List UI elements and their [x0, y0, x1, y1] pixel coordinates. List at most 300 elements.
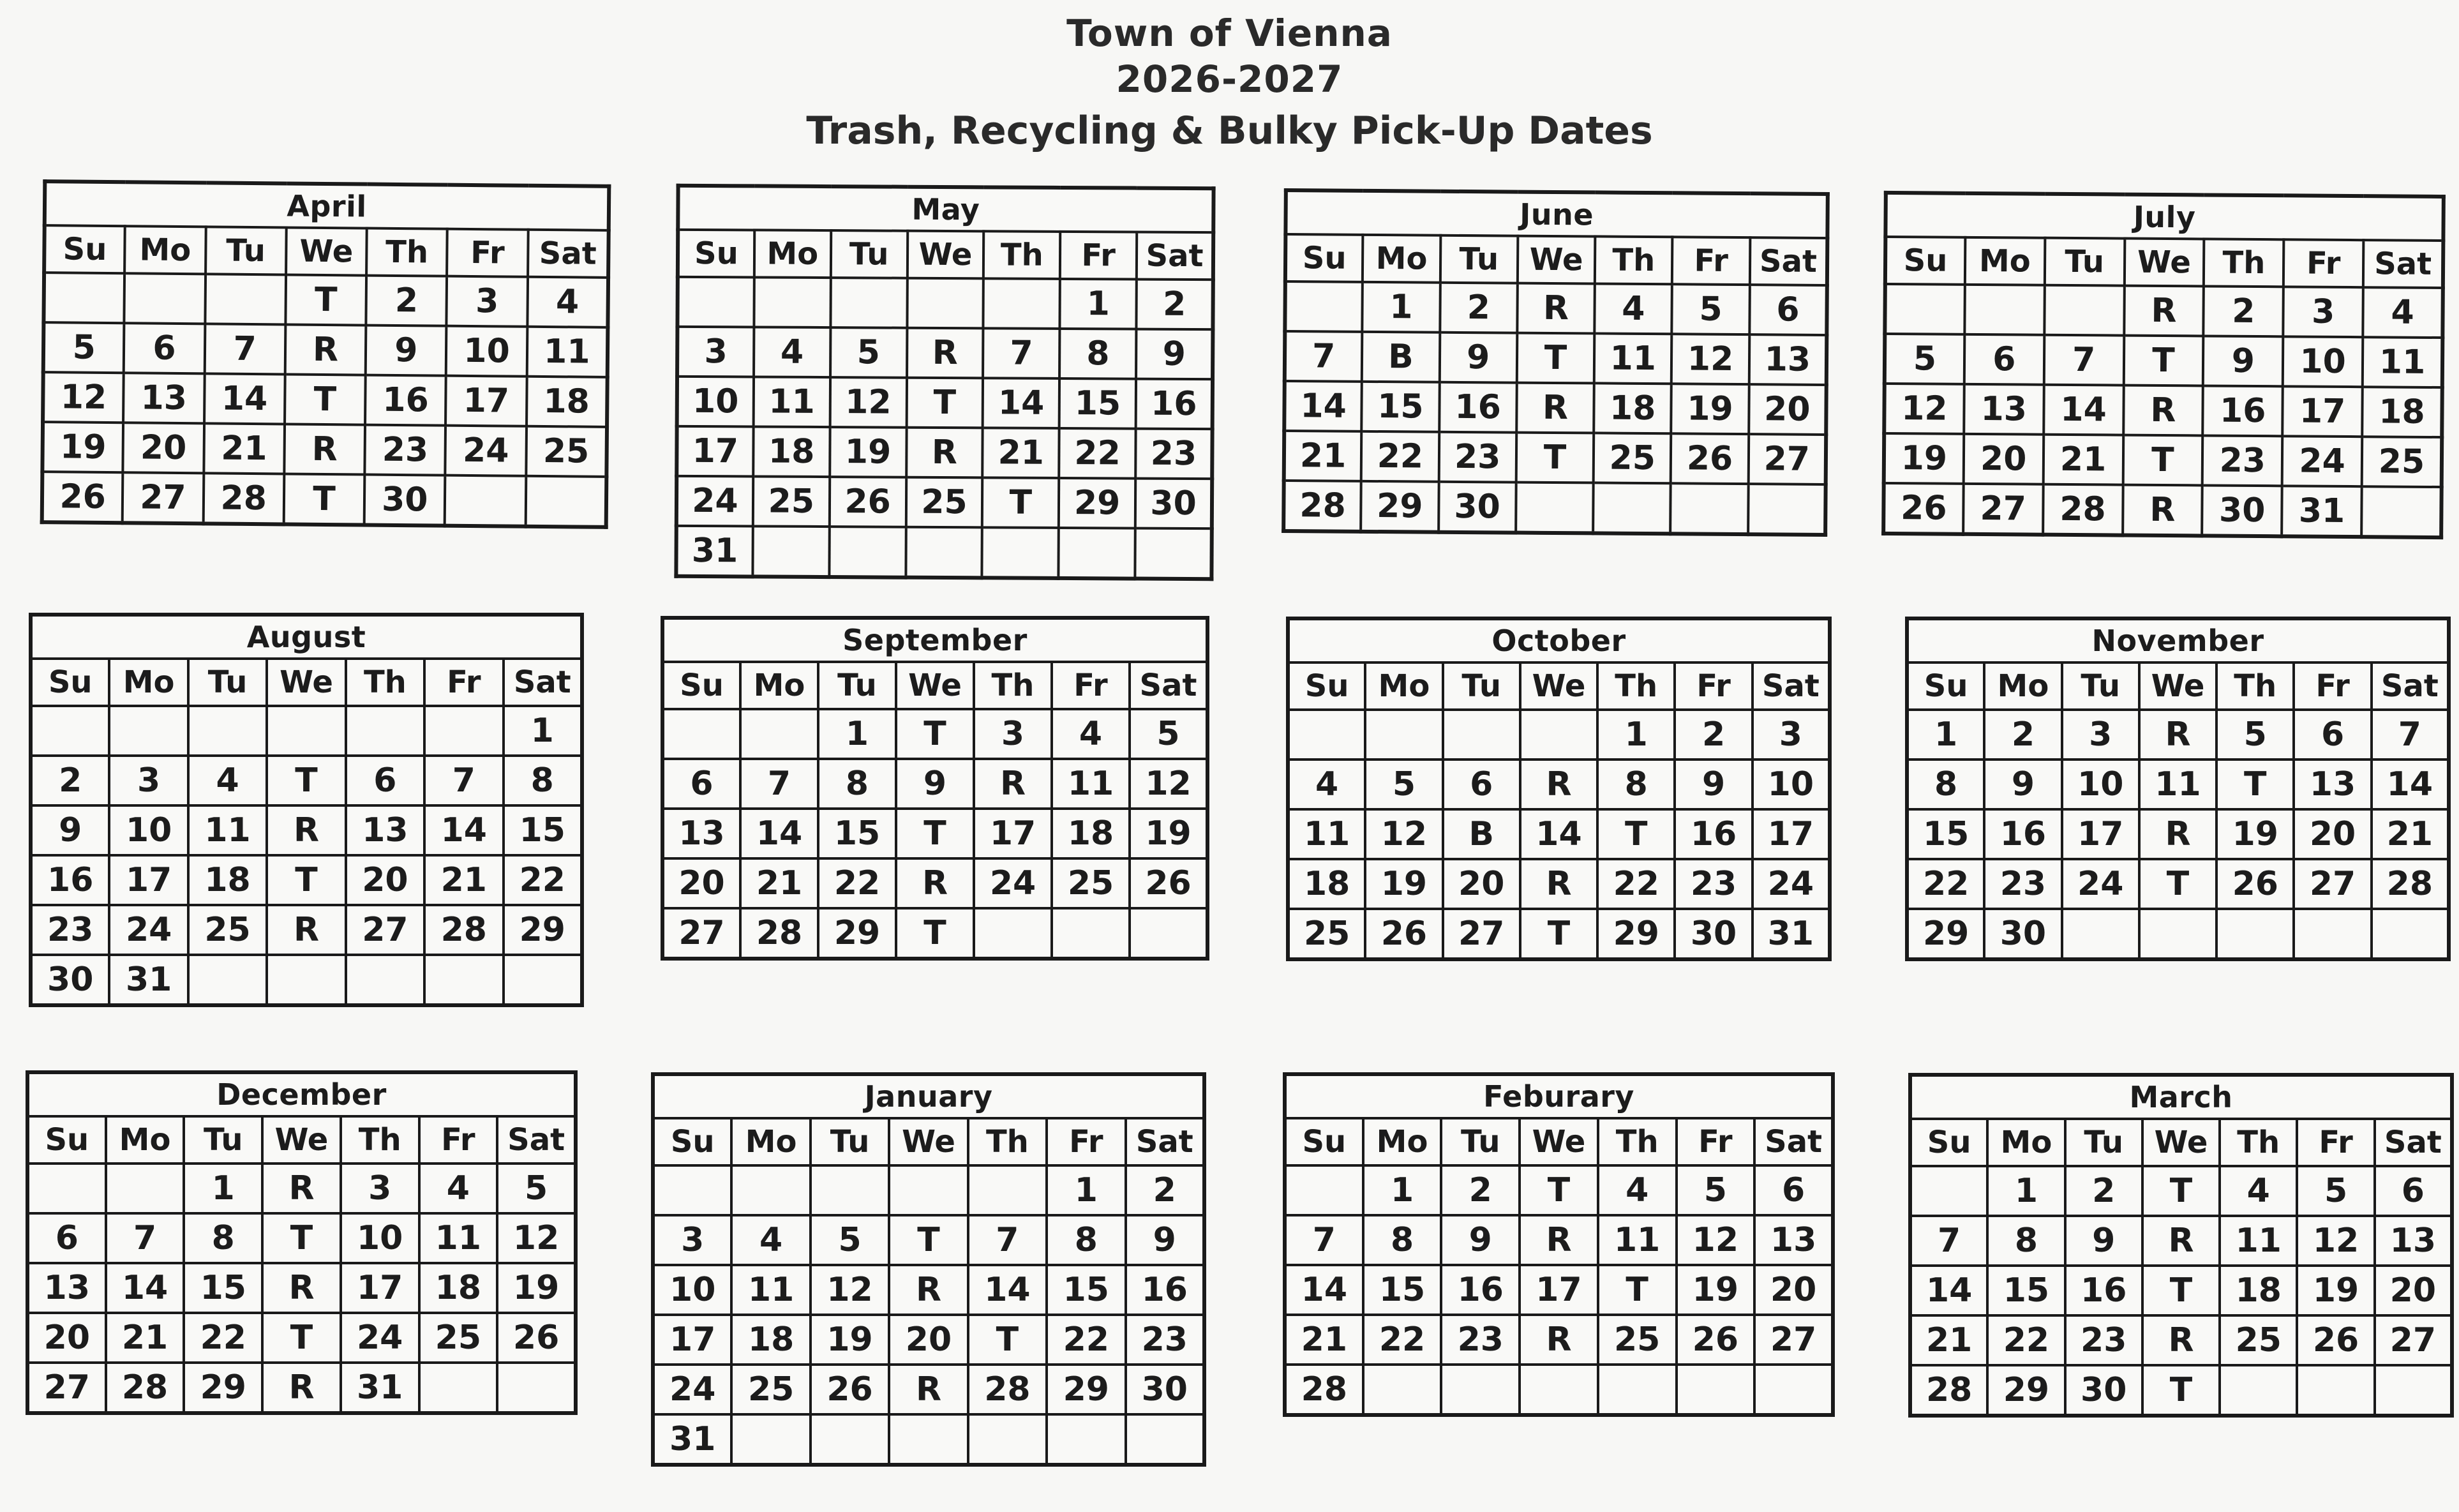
- day-cell: 19: [1130, 809, 1207, 858]
- day-cell: T: [2142, 1166, 2220, 1216]
- day-cell: 15: [818, 809, 896, 858]
- day-cell: [752, 526, 829, 577]
- day-cell: 12: [2297, 1216, 2374, 1266]
- week-row: [1910, 1216, 2452, 1266]
- weekday-header: Su: [678, 230, 754, 278]
- month-calendar-july: [1881, 191, 2446, 539]
- weekday-header: Tu: [1440, 236, 1518, 283]
- day-cell: 25: [753, 476, 830, 527]
- weekday-header: Fr: [1677, 1118, 1755, 1165]
- day-cell: [2297, 1365, 2374, 1416]
- day-cell: [653, 1165, 731, 1215]
- day-cell: 24: [1753, 859, 1830, 909]
- week-row: [662, 908, 1207, 959]
- day-cell: 7: [983, 328, 1059, 378]
- day-cell: 31: [1753, 909, 1830, 959]
- day-cell: 29: [504, 905, 582, 955]
- day-cell: 6: [1443, 760, 1520, 809]
- day-cell: 26: [497, 1313, 576, 1363]
- day-cell: [2372, 909, 2449, 959]
- day-cell: 3: [2283, 287, 2363, 337]
- day-cell: 19: [42, 422, 123, 472]
- day-cell: 17: [1520, 1265, 1598, 1315]
- weekday-header: Mo: [124, 226, 206, 274]
- day-cell: 16: [365, 375, 446, 426]
- month-calendar-october: [1286, 617, 1832, 961]
- day-cell: 1: [1060, 279, 1137, 329]
- day-cell: 29: [1047, 1365, 1125, 1414]
- day-cell: 27: [1443, 909, 1520, 959]
- day-cell: 17: [2062, 809, 2139, 859]
- day-cell: 19: [1884, 433, 1964, 484]
- weekday-header: Tu: [2045, 238, 2125, 286]
- day-cell: 11: [753, 377, 830, 427]
- day-cell: R: [2142, 1315, 2220, 1365]
- day-cell: 27: [27, 1363, 106, 1413]
- weekday-header: Mo: [1363, 1118, 1442, 1165]
- day-cell: T: [896, 709, 974, 759]
- day-cell: 6: [1749, 285, 1827, 335]
- day-cell: 13: [662, 809, 740, 858]
- week-row: [1910, 1166, 2452, 1216]
- day-cell: 11: [419, 1213, 498, 1263]
- month-name: January: [653, 1074, 1204, 1118]
- weekday-header: Th: [2220, 1119, 2297, 1166]
- day-cell: [968, 1165, 1047, 1215]
- day-cell: 23: [364, 425, 445, 475]
- day-cell: [1516, 483, 1594, 534]
- day-cell: 28: [424, 905, 503, 955]
- day-cell: [983, 278, 1060, 329]
- month-calendar-november: [1905, 617, 2451, 961]
- day-cell: 11: [2139, 760, 2216, 809]
- day-cell: 5: [2216, 710, 2294, 760]
- day-cell: [109, 706, 188, 756]
- day-cell: 7: [740, 759, 818, 809]
- day-cell: [1288, 710, 1365, 760]
- weekday-header: Mo: [740, 662, 818, 709]
- day-cell: R: [889, 1265, 968, 1315]
- week-row: [1285, 1265, 1833, 1315]
- day-cell: T: [2142, 1266, 2220, 1315]
- day-cell: 25: [731, 1365, 810, 1414]
- week-row: [1285, 331, 1827, 385]
- weekday-header: Su: [27, 1116, 106, 1164]
- day-cell: 22: [1987, 1315, 2065, 1365]
- week-row: [31, 855, 582, 905]
- day-cell: 15: [504, 805, 582, 855]
- day-cell: T: [889, 1215, 968, 1265]
- day-cell: 4: [2220, 1166, 2297, 1216]
- day-cell: 12: [1671, 334, 1749, 384]
- month-name: March: [1910, 1075, 2452, 1119]
- day-cell: 14: [983, 378, 1059, 428]
- weekday-header: Mo: [1965, 237, 2045, 285]
- day-cell: 5: [1130, 709, 1207, 759]
- day-cell: 4: [1288, 760, 1365, 809]
- weekday-header: Sat: [2375, 1119, 2452, 1166]
- weekday-header: Su: [662, 662, 740, 709]
- day-cell: 25: [419, 1313, 498, 1363]
- weekday-header: Tu: [1443, 662, 1520, 710]
- day-cell: 22: [1361, 431, 1439, 482]
- weekday-header: Th: [968, 1118, 1047, 1165]
- day-cell: 21: [1910, 1315, 1987, 1365]
- day-cell: 22: [1597, 859, 1675, 909]
- day-cell: 9: [1441, 1215, 1520, 1265]
- day-cell: 7: [106, 1213, 184, 1263]
- day-cell: R: [906, 428, 983, 478]
- day-cell: T: [2139, 859, 2216, 909]
- day-cell: [731, 1165, 810, 1215]
- day-cell: 6: [1964, 334, 2044, 385]
- day-cell: [2139, 909, 2216, 959]
- day-cell: [1671, 483, 1749, 534]
- week-row: [31, 706, 582, 756]
- day-cell: T: [284, 474, 365, 525]
- day-cell: R: [907, 328, 983, 378]
- day-cell: 6: [662, 759, 740, 809]
- week-row: [676, 526, 1211, 579]
- week-row: [31, 805, 582, 855]
- day-cell: 5: [1677, 1165, 1755, 1215]
- month-calendar-may: [674, 184, 1215, 581]
- day-cell: 28: [1910, 1365, 1987, 1416]
- week-row: [1285, 281, 1827, 335]
- day-cell: 9: [1439, 333, 1517, 383]
- day-cell: [731, 1414, 810, 1465]
- day-cell: [1285, 1165, 1363, 1215]
- day-cell: 25: [906, 477, 982, 528]
- day-cell: 23: [1675, 859, 1752, 909]
- day-cell: 26: [1677, 1315, 1755, 1365]
- month-name: June: [1285, 190, 1827, 238]
- day-cell: 16: [1441, 1265, 1520, 1315]
- day-cell: 9: [2203, 336, 2283, 386]
- week-row: [1288, 809, 1830, 859]
- day-cell: [889, 1414, 968, 1465]
- day-cell: 17: [445, 376, 527, 426]
- day-cell: 13: [123, 373, 204, 423]
- day-cell: 14: [1520, 809, 1597, 859]
- day-cell: 20: [889, 1315, 968, 1365]
- day-cell: [205, 274, 286, 324]
- day-cell: 30: [31, 955, 109, 1005]
- day-cell: 25: [1594, 433, 1671, 483]
- day-cell: 25: [1598, 1315, 1677, 1365]
- day-cell: 6: [1754, 1165, 1833, 1215]
- day-cell: [907, 278, 983, 329]
- day-cell: 20: [1749, 384, 1827, 435]
- week-row: [43, 372, 608, 427]
- day-cell: 8: [1047, 1215, 1125, 1265]
- month-calendar-august: [29, 613, 584, 1007]
- day-cell: 9: [2065, 1216, 2142, 1266]
- day-cell: 11: [1598, 1215, 1677, 1265]
- day-cell: R: [974, 759, 1052, 809]
- day-cell: 29: [1361, 481, 1439, 532]
- week-row: [677, 377, 1213, 429]
- weekday-header: Fr: [2297, 1119, 2374, 1166]
- day-cell: 18: [188, 855, 267, 905]
- day-cell: 31: [109, 955, 188, 1005]
- day-cell: [1885, 284, 1964, 334]
- day-cell: 1: [818, 709, 896, 759]
- day-cell: 13: [1964, 384, 2044, 435]
- weekday-header: Sat: [2372, 662, 2449, 710]
- day-cell: R: [284, 424, 365, 474]
- day-cell: 7: [968, 1215, 1047, 1265]
- week-row: [1884, 384, 2442, 437]
- day-cell: 2: [2065, 1166, 2142, 1216]
- day-cell: 25: [188, 905, 267, 955]
- week-row: [653, 1365, 1204, 1414]
- month-name: May: [678, 186, 1213, 232]
- day-cell: 23: [1126, 1315, 1204, 1365]
- month-calendar-april: [40, 179, 611, 529]
- day-cell: R: [262, 1263, 341, 1313]
- day-cell: [1520, 710, 1597, 760]
- day-cell: 9: [1126, 1215, 1204, 1265]
- day-cell: 22: [1907, 859, 1984, 909]
- day-cell: 13: [1749, 334, 1827, 385]
- week-row: [653, 1414, 1204, 1465]
- day-cell: R: [262, 1164, 341, 1213]
- weekday-header: Th: [2216, 662, 2294, 710]
- day-cell: [1285, 281, 1363, 332]
- day-cell: [267, 706, 345, 756]
- weekday-header: Th: [341, 1116, 419, 1164]
- day-cell: T: [267, 756, 345, 805]
- month-name: July: [1885, 193, 2443, 241]
- day-cell: 22: [1047, 1315, 1125, 1365]
- day-cell: 15: [1059, 378, 1136, 429]
- day-cell: 30: [2202, 485, 2282, 536]
- day-cell: [106, 1164, 184, 1213]
- day-cell: 5: [2297, 1166, 2374, 1216]
- day-cell: 12: [1677, 1215, 1755, 1265]
- week-row: [1884, 433, 2442, 487]
- day-cell: [1748, 484, 1826, 535]
- day-cell: 16: [2065, 1266, 2142, 1315]
- day-cell: R: [2123, 385, 2203, 436]
- day-cell: 27: [1963, 484, 2043, 535]
- day-cell: 19: [1677, 1265, 1755, 1315]
- day-cell: [445, 475, 526, 527]
- day-cell: T: [262, 1213, 341, 1263]
- day-cell: 17: [653, 1315, 731, 1365]
- day-cell: [974, 908, 1052, 959]
- day-cell: 2: [2204, 286, 2283, 336]
- week-row: [676, 476, 1212, 528]
- weekday-header: Tu: [1441, 1118, 1520, 1165]
- week-row: [662, 709, 1207, 759]
- weekday-header: Th: [346, 659, 424, 706]
- week-row: [1910, 1315, 2452, 1365]
- day-cell: T: [2216, 760, 2294, 809]
- weekday-header: Mo: [106, 1116, 184, 1164]
- month-name: November: [1907, 618, 2449, 662]
- day-cell: 7: [2044, 335, 2123, 385]
- day-cell: 25: [1052, 858, 1130, 908]
- day-cell: [504, 955, 582, 1005]
- week-row: [43, 273, 608, 327]
- day-cell: [811, 1165, 889, 1215]
- month-name: September: [662, 618, 1207, 662]
- day-cell: 28: [2043, 484, 2123, 535]
- day-cell: 26: [1365, 909, 1442, 959]
- day-cell: 21: [204, 423, 285, 474]
- day-cell: [1135, 528, 1211, 580]
- day-cell: 14: [968, 1265, 1047, 1315]
- weekday-header: Tu: [811, 1118, 889, 1165]
- week-row: [662, 759, 1207, 809]
- day-cell: [889, 1165, 968, 1215]
- day-cell: 18: [419, 1263, 498, 1313]
- week-row: [1283, 481, 1826, 535]
- day-cell: 8: [1907, 760, 1984, 809]
- day-cell: 10: [653, 1265, 731, 1315]
- day-cell: 23: [2065, 1315, 2142, 1365]
- day-cell: 30: [1675, 909, 1752, 959]
- weekday-header: Tu: [831, 230, 908, 278]
- day-cell: T: [2123, 336, 2203, 386]
- day-cell: T: [1520, 909, 1597, 959]
- day-cell: T: [285, 274, 366, 325]
- weekday-header: Th: [366, 228, 447, 276]
- day-cell: 21: [983, 428, 1059, 478]
- day-cell: 11: [1288, 809, 1365, 859]
- day-cell: 17: [676, 426, 753, 477]
- day-cell: 6: [124, 323, 205, 373]
- day-cell: 8: [1987, 1216, 2065, 1266]
- day-cell: 19: [830, 427, 906, 477]
- day-cell: 18: [753, 426, 830, 477]
- day-cell: [1047, 1414, 1125, 1465]
- day-cell: [2375, 1365, 2452, 1416]
- day-cell: R: [285, 324, 366, 375]
- day-cell: 6: [27, 1213, 106, 1263]
- day-cell: 7: [204, 324, 285, 374]
- day-cell: 1: [1907, 710, 1984, 760]
- weekday-header: We: [907, 231, 983, 279]
- day-cell: 16: [2203, 385, 2283, 436]
- day-cell: 16: [1439, 382, 1517, 433]
- day-cell: 14: [1284, 381, 1362, 431]
- week-row: [27, 1363, 576, 1413]
- weekday-header: Sat: [528, 230, 609, 278]
- day-cell: 29: [1059, 478, 1135, 528]
- month-calendar-january: [651, 1072, 1206, 1467]
- day-cell: 14: [1910, 1266, 1987, 1315]
- day-cell: 3: [109, 756, 188, 805]
- day-cell: 16: [31, 855, 109, 905]
- month-calendar-september: [661, 616, 1209, 961]
- day-cell: 11: [1594, 333, 1672, 384]
- day-cell: 13: [27, 1263, 106, 1313]
- day-cell: [1443, 710, 1520, 760]
- day-cell: 23: [31, 905, 109, 955]
- week-row: [1907, 760, 2449, 809]
- day-cell: 13: [2294, 760, 2371, 809]
- day-cell: 4: [731, 1215, 810, 1265]
- week-row: [1910, 1365, 2452, 1416]
- day-cell: 27: [2294, 859, 2371, 909]
- day-cell: 22: [1059, 428, 1135, 479]
- weekday-header: Fr: [447, 229, 528, 277]
- day-cell: 26: [42, 472, 123, 523]
- day-cell: 16: [1675, 809, 1752, 859]
- week-row: [31, 905, 582, 955]
- day-cell: 28: [2372, 859, 2449, 909]
- day-cell: 10: [677, 377, 754, 427]
- day-cell: T: [285, 374, 366, 424]
- weekday-header: Mo: [731, 1118, 810, 1165]
- day-cell: 1: [184, 1164, 262, 1213]
- day-cell: 5: [497, 1164, 576, 1213]
- day-cell: R: [267, 905, 345, 955]
- weekday-header: Fr: [1672, 237, 1750, 285]
- day-cell: 23: [1441, 1315, 1520, 1365]
- day-cell: 24: [974, 858, 1052, 908]
- day-cell: 27: [346, 905, 424, 955]
- day-cell: [830, 278, 907, 328]
- day-cell: [346, 706, 424, 756]
- day-cell: [1441, 1365, 1520, 1415]
- day-cell: 28: [968, 1365, 1047, 1414]
- day-cell: 9: [1984, 760, 2061, 809]
- weekday-header: Th: [1597, 662, 1675, 710]
- week-row: [1883, 483, 2442, 537]
- day-cell: 10: [1753, 760, 1830, 809]
- day-cell: 11: [2363, 337, 2442, 387]
- weekday-header: Fr: [2283, 239, 2363, 287]
- week-row: [1288, 859, 1830, 909]
- weekday-header: Su: [1910, 1119, 1987, 1166]
- day-cell: 21: [2372, 809, 2449, 859]
- weekday-header: Fr: [1060, 232, 1137, 280]
- weekday-header: Su: [1285, 1118, 1363, 1165]
- day-cell: [267, 955, 345, 1005]
- day-cell: 28: [203, 473, 284, 524]
- schedule-title: Trash, Recycling & Bulky Pick-Up Dates: [806, 109, 1653, 153]
- day-cell: 20: [1443, 859, 1520, 909]
- day-cell: [968, 1414, 1047, 1465]
- day-cell: [124, 273, 206, 324]
- day-cell: [2294, 909, 2371, 959]
- day-cell: 17: [109, 855, 188, 905]
- day-cell: R: [2123, 485, 2202, 536]
- weekday-header: Sat: [1754, 1118, 1833, 1165]
- day-cell: 23: [2202, 435, 2282, 486]
- weekday-header: Sat: [1750, 237, 1828, 285]
- day-cell: R: [2139, 710, 2216, 760]
- day-cell: R: [1516, 383, 1594, 433]
- day-cell: 31: [676, 526, 752, 577]
- day-cell: 18: [1052, 809, 1130, 858]
- week-row: [1288, 909, 1830, 959]
- day-cell: T: [1520, 1165, 1598, 1215]
- day-cell: 27: [1754, 1315, 1833, 1365]
- week-row: [1284, 381, 1827, 435]
- weekday-header: Tu: [184, 1116, 262, 1164]
- day-cell: 18: [731, 1315, 810, 1365]
- day-cell: 27: [662, 908, 740, 959]
- day-cell: 8: [184, 1213, 262, 1263]
- day-cell: 20: [123, 423, 204, 473]
- day-cell: [27, 1164, 106, 1213]
- day-cell: 5: [811, 1215, 889, 1265]
